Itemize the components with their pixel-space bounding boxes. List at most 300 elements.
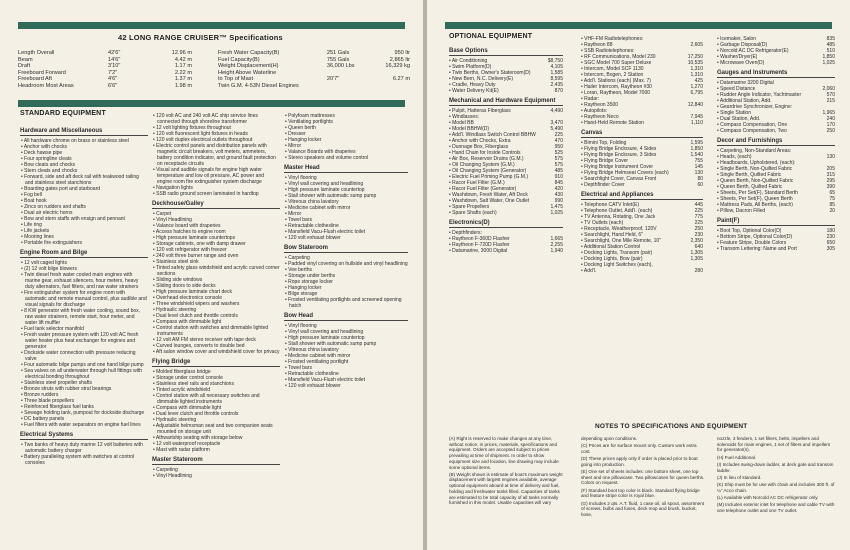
item-name: • Washdown, Salt Water, One Outlet [449, 198, 530, 204]
list-item: • Reinforced fiberglass fuel tanks [20, 404, 148, 410]
spec-label: Length Overall [18, 50, 55, 56]
item-price: 4,490 [550, 108, 563, 114]
list-item: • Stall shower with automatic sump pump [284, 341, 408, 347]
item-name: • Searchlight, One Mile Remote, 10" [581, 238, 661, 244]
list-item: • Mirror [284, 143, 408, 149]
list-item: • Hanging locker [284, 137, 408, 143]
note-paragraph: (B) Weight shown is estimate of boat's maximum weight displacement with largest engines available, average optional equipment aboard at time of delivery and fuel, holding and freshwater tanks filled. Capacities of tanks are estimated to be total capacity of all tanks normally furnished in this model. Usable capacities will vary [449, 471, 563, 506]
section-heading: Engine Room and Bilge [20, 250, 148, 258]
spec-label: Draft [18, 63, 31, 69]
list-item: • Portable fire extinguishers [20, 240, 148, 246]
list-item: • Fire extinguisher system for engine room with automatic and remote manual control, plus audible and visual signals for discharge [20, 290, 148, 308]
item-price: 280 [694, 268, 703, 274]
item-price: 205 [826, 166, 835, 172]
list-item: • Sliding side windows [152, 277, 280, 283]
list-item: • 120 volt AC and 240 volt AC ship service lines connected through shoreline transformer [152, 113, 280, 125]
item-price: 950 [554, 144, 563, 150]
price-row [717, 208, 835, 214]
list-item: • High pressure laminate countertops [152, 235, 280, 241]
list-item: • Three windshield wipers and washers [152, 301, 280, 307]
spec-value: 755 Gals [326, 56, 350, 63]
item-price: 2,255 [550, 242, 563, 248]
spec-label: Freeboard Forward [18, 69, 66, 76]
list-item: • Carpeting [284, 255, 408, 261]
list-item: • Ventilating portlights [284, 119, 408, 125]
item-name: • Feature Stripe, Double Colors [717, 240, 787, 246]
item-name: • Additional Station, Add. [717, 98, 772, 104]
section-heading: Bow Head [284, 313, 408, 321]
item-name: • Datamarine, 3000 Digital [449, 248, 508, 254]
optional-column-1 [449, 48, 563, 254]
list-item: • Hanging locker [284, 285, 408, 291]
item-name: • Headboards, Upholstered, (each): [717, 160, 796, 166]
list-item: • Hydraulic steering [152, 417, 280, 423]
list-item: • Vinyl wall covering and headlining [284, 181, 408, 187]
item-name: • Model BBHW(D) [449, 126, 490, 132]
item-price: 1,025 [550, 210, 563, 216]
list-item: • Molded fiberglass bridge [152, 369, 280, 375]
list-item: • Navigation lights [152, 185, 280, 191]
list-item: • Valance Boards with draperies [284, 149, 408, 155]
list-item: • Retractable clothesline [284, 223, 408, 229]
section-heading: Electrical Systems [20, 432, 148, 440]
note-paragraph: (G) Includes 2 qts. A.T. fluid, 1 case oil, oil spout, assortment of screws, bulbs and fuses, deck mop and brush, bucket, hose, [581, 500, 705, 517]
note-paragraph: (M) Includes exterior inlet for telephone and cable TV with one telephone outlet and one TV outlet. [717, 502, 835, 513]
list-item: • Dual level clutch and throttle controls [152, 313, 280, 319]
list-item: • Aft salon window cover and windshield cover for privacy [152, 349, 280, 355]
item-price: 180 [826, 228, 835, 234]
item-price: 225 [694, 208, 703, 214]
item-price: 230 [826, 234, 835, 240]
item-price: 1,850 [822, 54, 835, 60]
list-item: • Electric control panels and distribution panels with magnetic circuit breakers, volt meters, ammeters, battery condition indicator, and ground fault protection on receptacle circuits [152, 143, 280, 167]
spec-value: 7'2" [108, 69, 118, 76]
note-paragraph: (J) In lieu of standard. [717, 474, 762, 480]
spec-value-metric: 6.27 m [392, 76, 410, 82]
item-name: • Single Berth, Non-Quilted Fabric [717, 166, 793, 172]
item-price: 2,350 [690, 238, 703, 244]
item-price: 85 [829, 202, 835, 208]
list-item: • Bow and stern staffs with ensign and pennant [20, 216, 148, 222]
optional-column-3 [717, 36, 835, 252]
list-item: • 12 volt AM FM stereo receiver with tape deck [152, 337, 280, 343]
list-item: • Three blade propellers [20, 398, 148, 404]
spec-label: Headroom Most Areas [18, 82, 74, 89]
list-item: • Vinyl flooring [284, 175, 408, 181]
item-price: 60 [697, 182, 703, 188]
list-item: • Two banks of heavy duty marine 12 volt batteries with automatic battery charger [20, 442, 148, 454]
list-item: • Vitreous china lavatory [284, 199, 408, 205]
list-item: • Stereo speakers and volume control [284, 155, 408, 161]
list-item: • 8 KW generator with fresh water cooling, sound box, raw water strainers, remote start, hour meter, and water lift muffler [20, 308, 148, 326]
item-price: 315 [826, 172, 835, 178]
list-item: • 120 volt exhaust blower [284, 235, 408, 241]
spec-label: Twin G.M. 4-53N Diesel Engines [218, 82, 299, 89]
item-name: • Flying Bridge Enclosure, 4 Sides [581, 146, 657, 152]
price-row [449, 210, 563, 216]
item-price: 7,945 [690, 114, 703, 120]
item-name: • Rudder Angle Indicator, Yachtmaster [717, 92, 802, 98]
item-name: • Windlasses: [449, 114, 480, 120]
list-item: • Bow cleats and chocks [20, 162, 148, 168]
section-heading: Bow Stateroom [284, 245, 408, 253]
item-price: 1,665 [550, 236, 563, 242]
list-item: • Carpeting [152, 467, 280, 473]
item-name: • SGC Model 700 Super Deluxe [581, 60, 652, 66]
item-price: 575 [554, 162, 563, 168]
item-price: 6,795 [690, 90, 703, 96]
item-price: 1,305 [690, 256, 703, 262]
price-row [717, 60, 835, 66]
list-item: • Control station with all necessary switches and dimmable lighted instruments [152, 393, 280, 405]
item-price: $8,750 [547, 58, 563, 64]
item-name: • Queen Berth, Quilted Fabric [717, 184, 783, 190]
item-name: • Air Box, Reservoir Drains (G.M.) [449, 156, 524, 162]
item-price: 1,310 [690, 72, 703, 78]
spec-value: 3'10" [108, 63, 121, 69]
item-name: • Garbage Disposal(D) [717, 42, 768, 48]
list-item: • Fuel filters with water separators on engine fuel lines [20, 422, 148, 428]
list-item: • Vinyl Headlining [152, 473, 280, 479]
item-name: • Searchlight Cover, Canvas Front [581, 176, 657, 182]
item-name: • Sheets, Per Set(F), Standard Berth [717, 190, 798, 196]
right-page [427, 0, 850, 550]
item-name: • Geardrive Synchronizer, Engine: [717, 104, 793, 110]
item-name: • Microwave Oven(D) [717, 60, 765, 66]
item-name: • Hailer Intercom, Raytheon #30 [581, 84, 652, 90]
note-paragraph: (D) These prices apply only if order is placed prior to boat going into production. [581, 456, 698, 467]
item-name: • Icemaker, Salon [717, 36, 756, 42]
spec-value: 42'6" [108, 50, 121, 56]
item-name: • Hand-Held Remote Station [581, 120, 644, 126]
item-name: • Single Station [717, 110, 751, 116]
item-price: 1,595 [690, 140, 703, 146]
list-item: • Storage under control console [152, 375, 280, 381]
note-paragraph: depending upon conditions. [581, 436, 638, 441]
note-paragraph: nozzle, 3 fenders, 1 set filters, belts, impellers and solenoids for main engines, 1 set of filters and impellers for generator(s). [717, 436, 831, 453]
list-item: • Mast with radar platform [152, 447, 280, 453]
list-item: • Fuel tank selector manifold [20, 326, 148, 332]
list-item: • Medicine cabinet with mirror [284, 205, 408, 211]
note-paragraph: (L) Available with Norcold AC DC refrigerator only. [717, 494, 819, 500]
item-name: • Cradle, Heavy Duty [449, 82, 496, 88]
item-name: • New Bern, N.C. Delivery(E) [449, 76, 513, 82]
optional-column-2 [581, 36, 703, 274]
section-heading: Decor and Furnishings [717, 138, 835, 146]
standard-column-2 [152, 113, 280, 479]
list-item: • Storage under berths [284, 273, 408, 279]
note-paragraph: (A) Right is reserved to make changes at any time, without notice, in prices, materials, specifications and equipment. Orders are accepted subject to prices prevailing at time of shipment. In order to show equipment size and location, line drawing may include some optional items. [449, 436, 559, 470]
item-price: 2,060 [822, 86, 835, 92]
spec-label: Fresh Water Capacity(B) [218, 50, 280, 56]
item-name: • Docking Lights, Transom (pair) [581, 250, 653, 256]
list-item: • Stall shower with automatic sump pump [284, 193, 408, 199]
item-name: • Compass Compensation, One [717, 122, 788, 128]
item-price: 470 [554, 138, 563, 144]
item-name: • Telephone CATV Inlet(E) [581, 202, 639, 208]
list-item: • SSB radio ground screen laminated in hardtop [152, 191, 280, 197]
item-name: • Flying Bridge Instrument Cover [581, 164, 654, 170]
item-name: • Raytheon F-360D Flasher [449, 236, 510, 242]
spec-label: Weight Displacement(H) [218, 63, 279, 69]
item-name: • Bimini Top, Folding [581, 140, 627, 146]
price-row [581, 120, 703, 126]
item-price: 130 [694, 170, 703, 176]
item-price: 1,850 [690, 146, 703, 152]
specs-title: 42 LONG RANGE CRUISER™ Specifications [118, 33, 283, 42]
item-price: 425 [694, 78, 703, 84]
list-item: • Deck hawse pipe [20, 150, 148, 156]
list-item: • 120 volt duplex electrical outlets throughout [152, 137, 280, 143]
section-heading: Mechanical and Hardware Equipment [449, 98, 563, 106]
spec-value: 36,000 Lbs [326, 63, 355, 69]
item-name: • Additional Station Control [581, 244, 641, 250]
list-item: • Frosted ventilating portlights and screened opening hatch [284, 297, 408, 309]
item-name: • Telephone Outlet, Add'l. (each) [581, 208, 653, 214]
item-name: • RF Communications, Model 230 [581, 54, 656, 60]
item-name: • Raytheon Neco [581, 114, 619, 120]
list-item: • Zincs on rudders and shafts [20, 204, 148, 210]
list-item: • 12 volt waterproof receptacle [152, 441, 280, 447]
list-item: • Four automatic bilge pumps and one hand bilge pump [20, 362, 148, 368]
spec-value-metric: 1.17 m [174, 63, 192, 69]
item-name: • SSB Radiotelephones: [581, 48, 635, 54]
item-name: • Docking Light Switches (each), [581, 262, 653, 268]
price-row [717, 128, 835, 134]
item-price: 240 [826, 116, 835, 122]
price-row [449, 248, 563, 254]
spec-value-metric: 1.37 m [174, 76, 192, 82]
item-name: • Add'l. Stations (each) (Max. 7) [581, 78, 651, 84]
section-heading: Master Head [284, 165, 408, 173]
list-item: • Mirror [284, 211, 408, 217]
item-price: 295 [826, 178, 835, 184]
item-name: • Racor Fuel Filter (G.M.) [449, 180, 505, 186]
item-name: • Receptacle, Weatherproof, 120V [581, 226, 657, 232]
list-item: • Tinted safety glass windshield and acrylic curved corner sections [152, 265, 280, 277]
item-name: • Mattress Pads, All Berths, (each) [717, 202, 793, 208]
section-heading: Paint(F) [717, 218, 835, 226]
list-item: • Dockside water connection with pressure reducing valve [20, 350, 148, 362]
spec-value [327, 83, 371, 90]
list-item: • Athwartship seating with storage below [152, 435, 280, 441]
item-price: 230 [694, 232, 703, 238]
item-name: • Raytheon 3500 [581, 102, 619, 108]
spec-value-metric: 2.22 m [174, 69, 192, 76]
item-name: • Flying Bridge Cover [581, 158, 629, 164]
spec-value: 4'6" [108, 76, 118, 82]
list-item: • Dual air electric horns [20, 210, 148, 216]
note-paragraph: (F) Standard boot top color is black. Standard flying bridge and feature stripe color is royal blue. [581, 487, 700, 499]
specs-capacities-table [218, 50, 410, 89]
item-name: • Washer/Dryer(E) [717, 54, 758, 60]
list-item: • 120 volt exhaust blower [284, 383, 408, 389]
list-item: • Dresser [284, 131, 408, 137]
spec-label: to Top of Mast [218, 76, 254, 82]
list-item: • Life jackets [20, 228, 148, 234]
list-item: • Sliding doors to side decks [152, 283, 280, 289]
item-price: 835 [826, 36, 835, 42]
item-price: 10,535 [687, 60, 703, 66]
spec-label: Fuel Capacity(B) [218, 56, 260, 63]
list-item: • Twin diesel fresh water cooled main engines with marine gear, exhaust silencers, hour meters, heavy duty alternators, fuel filters, and raw water strainers [20, 272, 148, 290]
spec-row [18, 83, 200, 90]
item-name: • Heads, (each) [717, 154, 752, 160]
left-page [0, 0, 423, 550]
item-name: • VHF-FM Radiotelephones: [581, 36, 644, 42]
item-name: • Racor Fuel Filter (Generator) [449, 186, 517, 192]
item-name: • Searchlight, Hand Held, 6" [581, 232, 643, 238]
item-name: • Raytheon 88 [581, 42, 613, 48]
list-item: • Bronze rudders [20, 392, 148, 398]
item-price: 225 [554, 132, 563, 138]
item-price: 80 [697, 176, 703, 182]
list-item: • Medicine cabinet with mirror [284, 353, 408, 359]
item-price: 870 [554, 88, 563, 94]
item-price: 755 [694, 158, 703, 164]
item-name: • Flying Bridge Enclosure, 3 Sides [581, 152, 657, 158]
list-item: • Fresh water pressure system with 120 volt AC fresh water heater plus heat exchanger for engines and generator [20, 332, 148, 350]
item-price: 1,965 [822, 110, 835, 116]
list-item: • Mooring lines [20, 234, 148, 240]
item-price: 845 [554, 180, 563, 186]
item-price: 420 [554, 186, 563, 192]
item-name: • Depthfinder Cover [581, 182, 625, 188]
standard-column-1 [20, 128, 148, 466]
item-name: • Add'l. [581, 268, 597, 274]
item-name: • Twin Berths, Owner's Stateroom(D) [449, 70, 531, 76]
item-name: • Docking Lights, Bow (pair) [581, 256, 643, 262]
list-item: • Bilge storage [284, 291, 408, 297]
spec-value: 14'6" [108, 56, 121, 63]
item-price: 305 [826, 246, 835, 252]
section-heading: Master Stateroom [152, 457, 280, 465]
list-item: • Tinted acrylic windshield [152, 387, 280, 393]
item-name: • Anchor with Chocks, Extra [449, 138, 511, 144]
list-item: • Visual and audible signals for engine high water temperature and low oil pressure, AC power and engine room fire extinguisher system discharge [152, 167, 280, 185]
item-name: • Boot Top, Optional Color(D) [717, 228, 782, 234]
spec-value-metric: 950 ltr [394, 50, 410, 56]
item-name: • Electric Fuel Priming Pump (G.M.) [449, 174, 528, 180]
section-heading: Electronics(D) [449, 220, 563, 228]
item-price: 20 [829, 208, 835, 214]
price-row [449, 88, 563, 94]
item-name: • Dunnage Box, Fiberglass [449, 144, 509, 150]
spec-value: 20'7" [326, 76, 340, 82]
section-heading: Deckhouse/Galley [152, 201, 280, 209]
spec-value: 6'6" [108, 82, 118, 89]
item-price: 525 [554, 150, 563, 156]
notes-column-3 [717, 436, 835, 515]
optional-top-rule [445, 22, 832, 29]
item-price: 2,435 [550, 82, 563, 88]
item-price: 75 [829, 196, 835, 202]
item-price: 1,110 [690, 120, 703, 126]
item-name: • TV Outlets (each) [581, 220, 624, 226]
list-item: • Stainless steel rails and stanchions [152, 381, 280, 387]
item-name: • Air Conditioning [449, 58, 488, 64]
item-price: 775 [694, 214, 703, 220]
list-item: • Sewage holding tank, pumpout for dockside discharge [20, 410, 148, 416]
list-item: • Polyfoam mattresses [284, 113, 408, 119]
price-row [581, 268, 703, 274]
list-item: • Towel bars [284, 365, 408, 371]
item-name: • Transom Lettering: Name and Port [717, 246, 797, 252]
item-price: 575 [554, 156, 563, 162]
item-name: • Speed Distance [717, 86, 756, 92]
list-item: • Fog bell [20, 192, 148, 198]
item-price: 1,475 [550, 204, 563, 210]
section-heading: Base Options [449, 48, 563, 56]
list-item: • All hardware chrome on brass or stainless steel [20, 138, 148, 144]
spec-value-metric: 4.42 m [174, 56, 192, 63]
item-price: 650 [826, 240, 835, 246]
list-item: • DC battery panels [20, 416, 148, 422]
item-price: 1,025 [822, 60, 835, 66]
spec-label: Beam [18, 56, 33, 63]
list-item: • Life ring [20, 222, 148, 228]
note-paragraph: (I) Includes swing-down ladder, at deck gate and transom ladder. [717, 461, 834, 473]
list-item: • Vee berths [284, 267, 408, 273]
list-item: • Boat hook [20, 198, 148, 204]
item-name: • Swim Platform(D) [449, 64, 492, 70]
item-price: 1,305 [690, 250, 703, 256]
note-paragraph: (C) Prices are for surface mount only. Custom work extra cost. [581, 443, 697, 454]
list-item: • Overhead electronics console [152, 295, 280, 301]
item-name: • Depthfinders: [449, 230, 482, 236]
item-name: • Add'l. Windlass Switch Control BBHW [449, 132, 536, 138]
section-heading: Gauges and Instruments [717, 70, 835, 78]
item-price: 5,490 [550, 126, 563, 132]
spec-value-metric: 1.98 m [174, 82, 192, 89]
item-name: • Loran, Raytheon, Model 7000 [581, 90, 651, 96]
item-name: • Single Berth, Quilted Fabric [717, 172, 782, 178]
list-item: • Mansfield Vacu-Flush electric toilet [284, 377, 408, 383]
list-item: • Hydraulic steering [152, 307, 280, 313]
list-item: • Curved lounges, converts to double bed [152, 343, 280, 349]
item-price: 390 [826, 184, 835, 190]
spec-value: 251 Gals [326, 50, 350, 56]
item-price: 1,310 [690, 66, 703, 72]
item-price: 12,840 [687, 102, 703, 108]
list-item: • Access hatches to engine room [152, 229, 280, 235]
spec-value-metric: 12.96 m [171, 50, 192, 56]
item-price: 1,585 [550, 70, 563, 76]
list-item: • Rope storage locker [284, 279, 408, 285]
list-item: • Sea valves on all underwater through hull fittings with electrical bonding throughout [20, 368, 148, 380]
item-price: 485 [554, 168, 563, 174]
item-name: • Flying Bridge Helmseat Covers (each) [581, 170, 669, 176]
list-item: • Compass with dimmable light [152, 319, 280, 325]
note-paragraph: (E) One set of sheets includes: one bottom sheet, one top sheet and one pillowcase. Two pillowcases for queen berths. Colors on request. [581, 469, 705, 486]
item-name: • Autopilots: [581, 108, 608, 114]
notes-column-1 [449, 436, 563, 507]
item-price: 430 [554, 192, 563, 198]
list-item: • Forward, side and aft deck rail with teakwood railing and stainless steel stanchions [20, 174, 148, 186]
list-item: • Frosted ventilating portlight [284, 359, 408, 365]
list-item: • Stern cleats and chocks [20, 168, 148, 174]
item-name: • Water Delivery Kit(E) [449, 88, 499, 94]
spec-label: Freeboard Aft [18, 76, 52, 82]
item-name: • TV Antenna, Rotating, One Jack [581, 214, 656, 220]
item-price: 510 [826, 48, 835, 54]
item-price: 1,940 [550, 248, 563, 254]
list-item: • Stainless steel propeller shafts [20, 380, 148, 386]
item-price: 215 [826, 98, 835, 104]
item-name: • Carpeting, Non-Standard Areas: [717, 148, 792, 154]
item-price: 8,595 [550, 76, 563, 82]
list-item: • Vitreous china lavatory [284, 347, 408, 353]
